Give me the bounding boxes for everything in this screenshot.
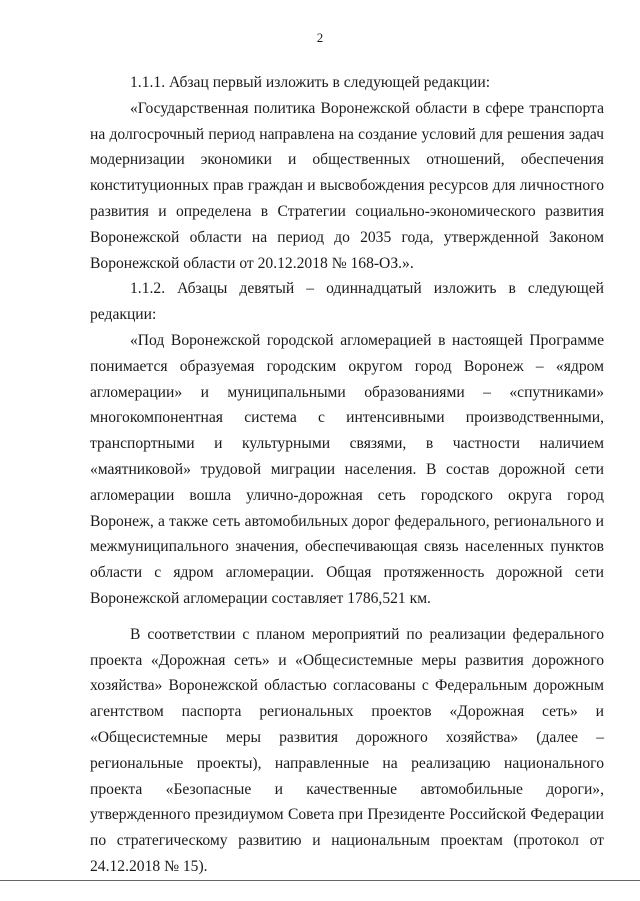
document-body	[90, 70, 604, 880]
paragraph-1-1-2: 1.1.2. Абзацы девятый – одиннадцатый изложить в следующей редакции:	[90, 280, 604, 324]
bottom-divider	[0, 880, 640, 881]
paragraph-agglomeration-quote: «Под Воронежской городской агломерацией в настоящей Программе понимается образуемая городским округом город Воронеж – «ядром агломерации» и муниципальными образованиями – «спутниками» многокомпонентная система с интенсивными производственными, транспортными и культурными связями, в частности наличием «маятниковой» трудовой миграции населения. В состав дорожной сети агломерации вошла улично-дорожная сеть городского округа город Воронеж, а также сеть автомобильных дорог федерального, регионального и межмуниципального значения, обеспечивающая связь населенных пунктов области с ядром агломерации. Общая протяженность дорожной сети Воронежской агломерации составляет 1786,521 км.	[90, 331, 604, 607]
paragraph-1-1-1: 1.1.1. Абзац первый изложить в следующей редакции:	[130, 74, 491, 91]
paragraph-strategy-quote: «Государственная политика Воронежской области в сфере транспорта на долгосрочный период направлена на создание условий для решения задач модернизации экономики и общественных отношений, обеспечения конституционных прав граждан и высвобождения ресурсов для личностного развития и определена в Стратегии социально-экономического развития Воронежской области на период до 2035 года, утвержденной Законом Воронежской области от 20.12.2018 № 168-ОЗ.».	[90, 99, 604, 272]
paragraph-federal-projects: В соответствии с планом мероприятий по реализации федерального проекта «Дорожная сеть» и «Общесистемные меры развития дорожного хозяйства» Воронежской областью согласованы с Федеральным дорожным агентством паспорта региональных проектов «Дорожная сеть» и «Общесистемные меры развития дорожного хозяйства» (далее – региональные проекты), направленные на реализацию национального проекта «Безопасные и качественные автомобильные дороги», утвержденного президиумом Совета при Президенте Российской Федерации по стратегическому развитию и национальным проектам (протокол от 24.12.2018 № 15).	[90, 625, 604, 875]
page-number: 2	[316, 30, 324, 45]
